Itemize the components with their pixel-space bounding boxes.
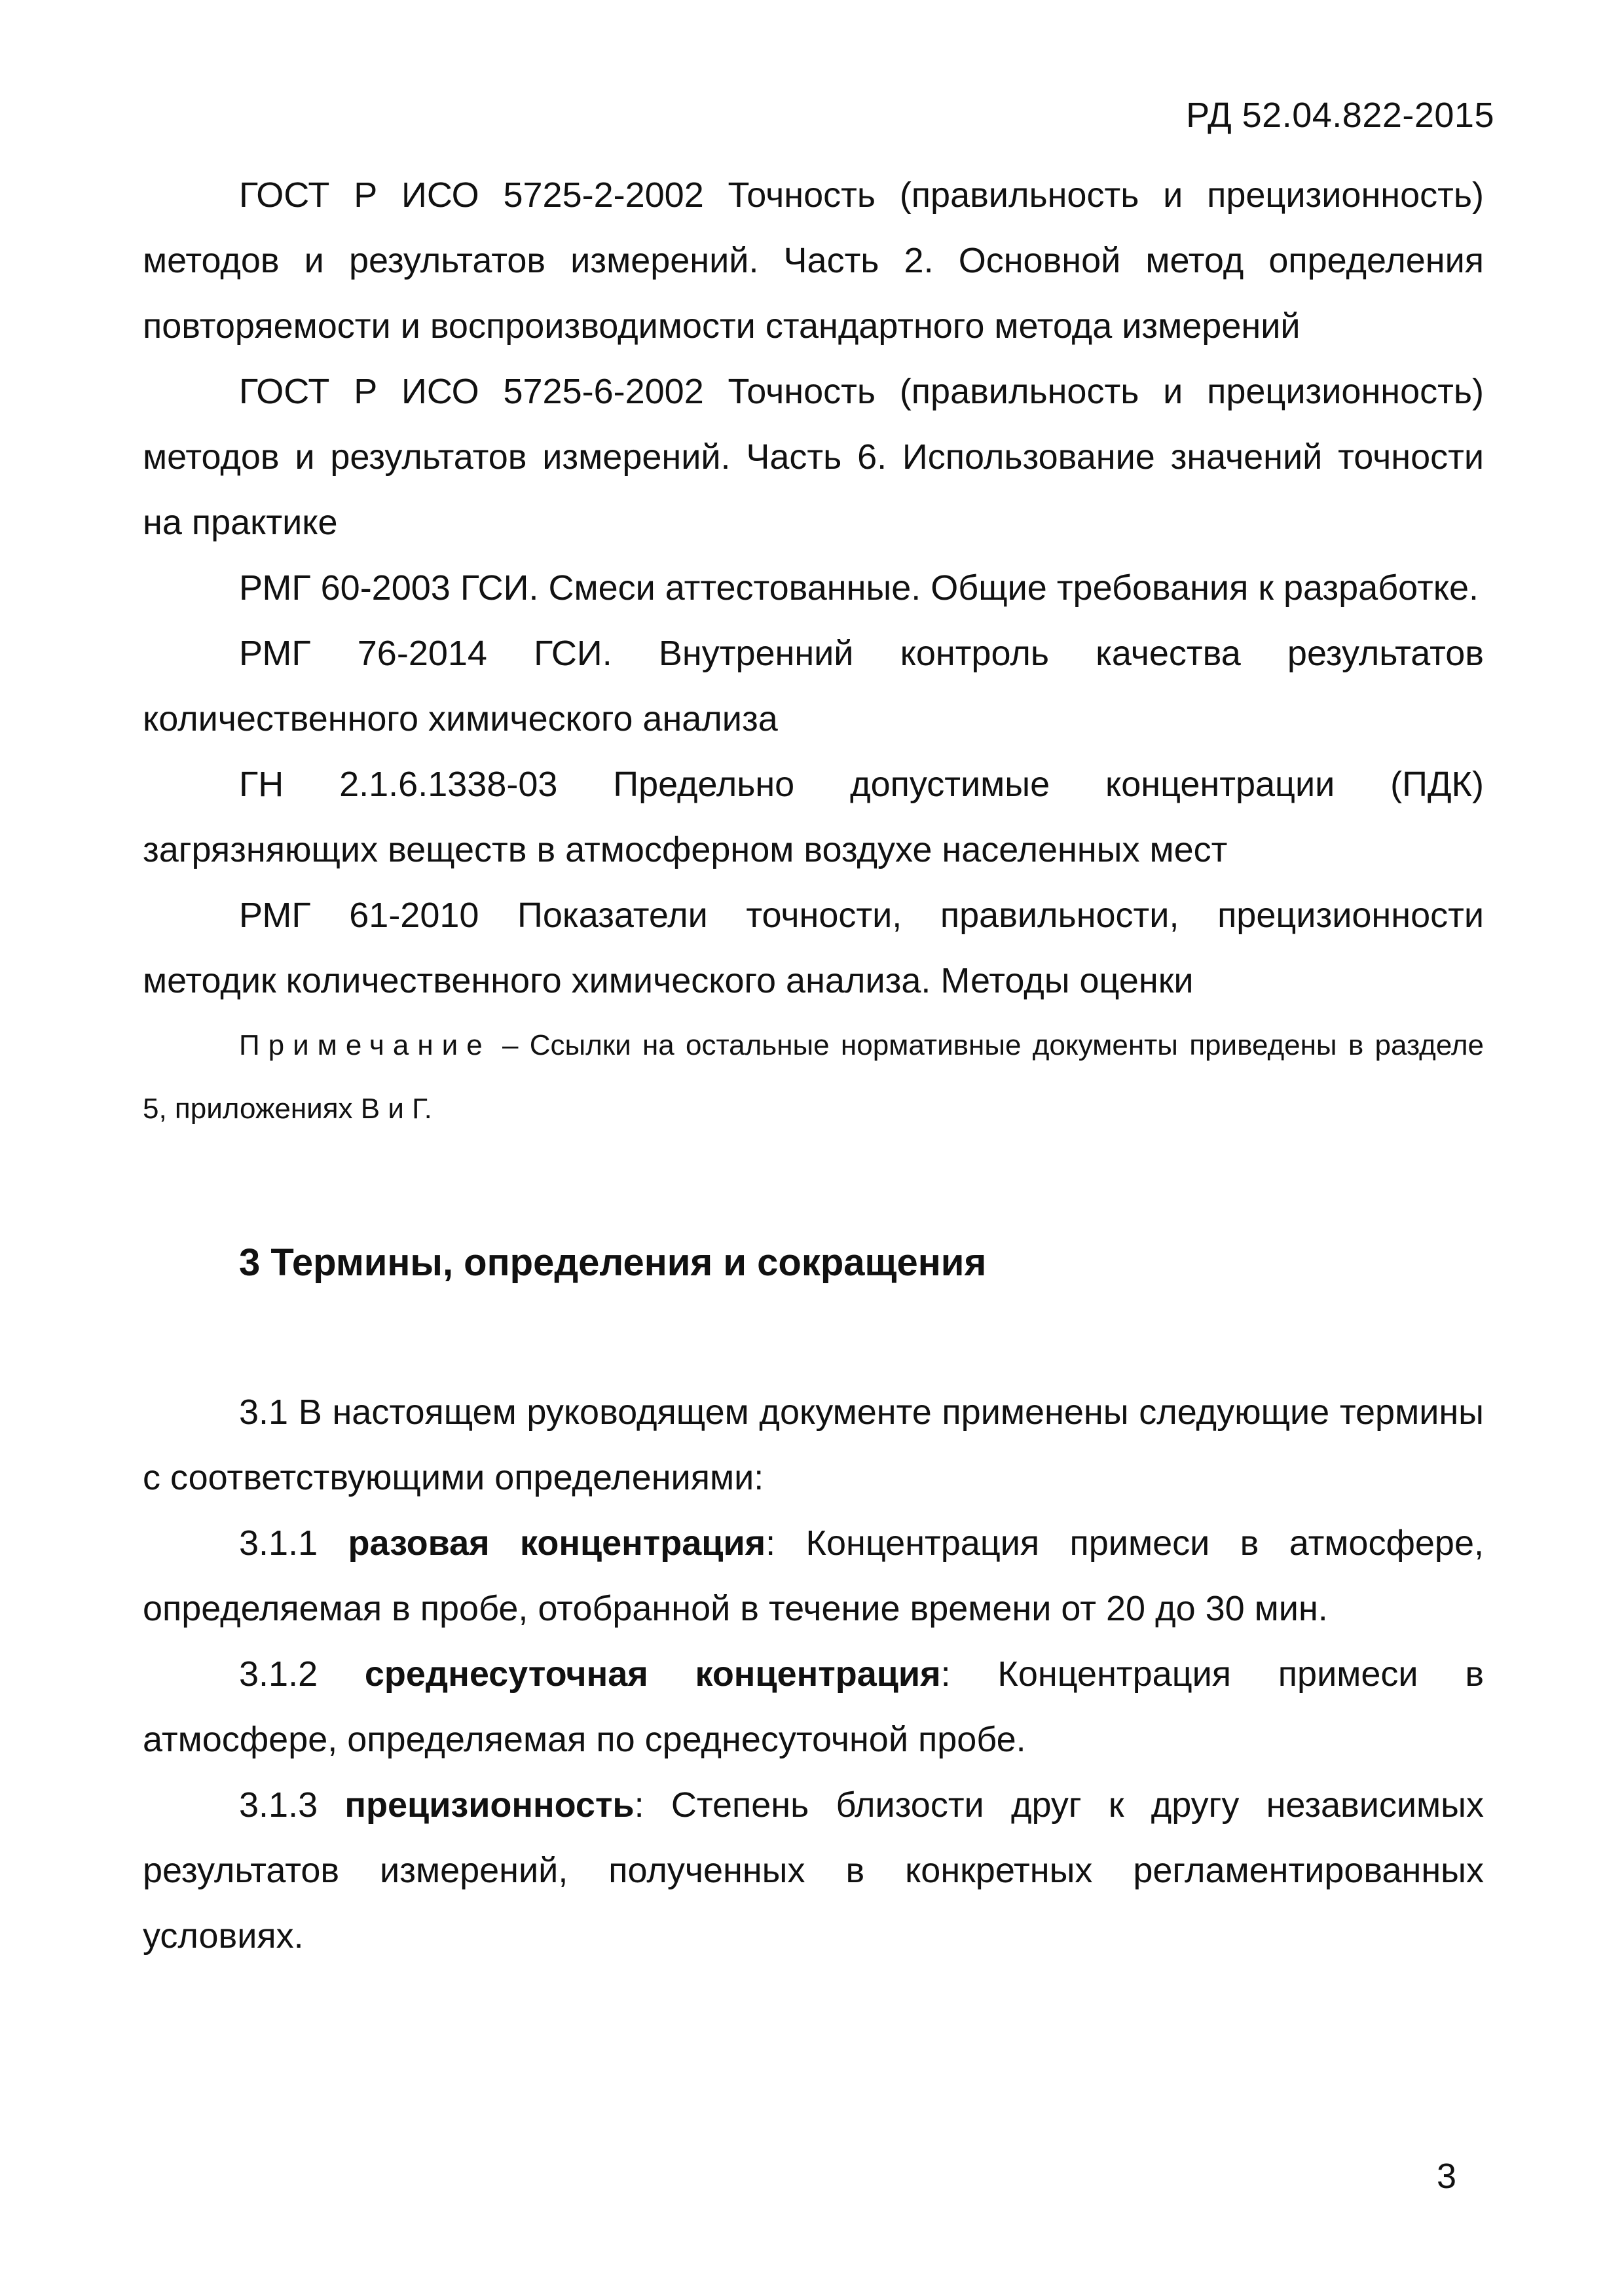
- term-definition: [143, 1641, 1484, 1772]
- term-number: 3.1.2: [239, 1654, 365, 1694]
- reference-rmg-60: РМГ 60-2003 ГСИ. Смеси аттестованные. Общие требования к разработке.: [239, 568, 1479, 608]
- note-label: Примечание: [239, 1029, 491, 1061]
- term-definition: [143, 1510, 1484, 1641]
- term-name: прецизионность: [344, 1785, 635, 1825]
- reference-rmg-76: РМГ 76-2014 ГСИ. Внутренний контроль качества результатов количественного химического анализа: [143, 634, 1484, 738]
- page-number: 3: [1436, 2157, 1456, 2196]
- document-body: [143, 162, 1484, 1969]
- term-definition: [143, 1772, 1484, 1969]
- reference-gost-5725-6: ГОСТ Р ИСО 5725-6-2002 Точность (правильность и прецизионность) методов и результатов измерений. Часть 6. Использование значений точности на практике: [143, 372, 1484, 542]
- section-heading: 3 Термины, определения и сокращения: [239, 1241, 987, 1284]
- note-paragraph: [143, 1013, 1484, 1140]
- term-definition-text: : Концентрация примеси в атмосфере, определяемая в пробе, отобранной в течение времени от 20 до 30 мин.: [143, 1523, 1484, 1628]
- reference-rmg-61: РМГ 61-2010 Показатели точности, правильности, прецизионности методик количественного химического анализа. Методы оценки: [143, 896, 1484, 1000]
- document-code-header: РД 52.04.822-2015: [1186, 96, 1494, 135]
- note-text: – Ссылки на остальные нормативные документы приведены в разделе 5, приложениях В и Г.: [143, 1029, 1484, 1125]
- term-definition-text: : Степень близости друг к другу независимых результатов измерений, полученных в конкретных регламентированных условиях.: [143, 1785, 1484, 1956]
- term-definition-text: : Концентрация примеси в атмосфере, определяемая по среднесуточной пробе.: [143, 1654, 1485, 1759]
- term-number: 3.1.1: [239, 1523, 348, 1563]
- term-name: разовая концентрация: [348, 1523, 766, 1563]
- reference-gn-2-1-6: ГН 2.1.6.1338-03 Предельно допустимые концентрации (ПДК) загрязняющих веществ в атмосферном воздухе населенных мест: [143, 765, 1484, 869]
- reference-gost-5725-2: ГОСТ Р ИСО 5725-2-2002 Точность (правильность и прецизионность) методов и результатов измерений. Часть 2. Основной метод определения повторяемости и воспроизводимости стандартного метода измерений: [143, 175, 1484, 346]
- term-name: среднесуточная концентрация: [364, 1654, 941, 1694]
- term-number: 3.1.3: [239, 1785, 345, 1825]
- section-intro: 3.1 В настоящем руководящем документе применены следующие термины с соответствующими определениями:: [143, 1393, 1484, 1497]
